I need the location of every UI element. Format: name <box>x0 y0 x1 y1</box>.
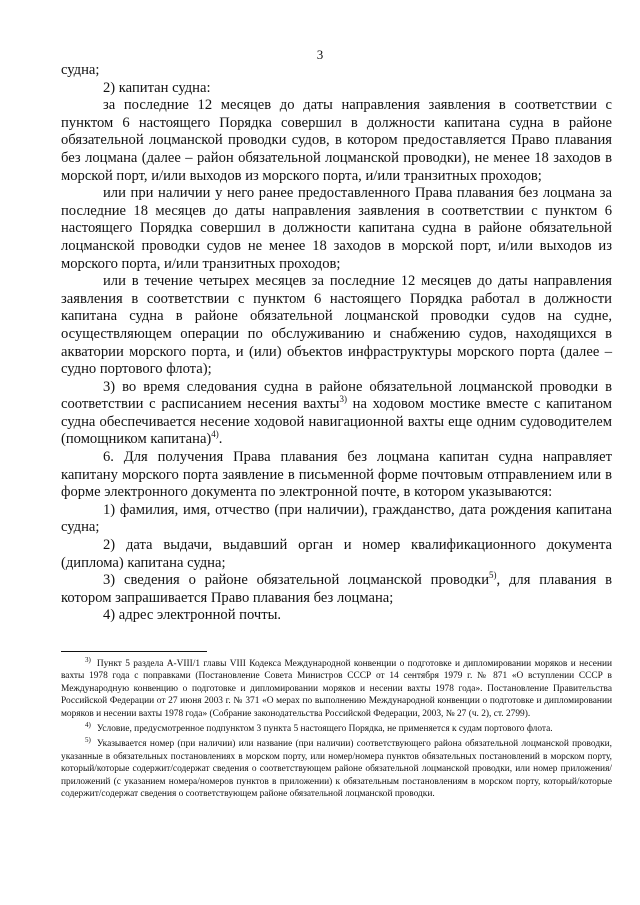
footnote-text: Указывается номер (при наличии) или название (при наличии) соответствующего района обязательной лоцманской проводки, указанные в обязательных постановлениях в морском порту, или номер/номера пунктов обязательных постановлений в морском порту, который/которые содержит/содержат сведения о соответствующем районе обязательной лоцманской проводки, или номер приложения/приложений (с указанием номера/номеров пунктов в приложении) к обязательным постановлениям в морском порту, который/которые содержит/содержат сведения о соответствующем районе обязательной лоцманской проводки. <box>61 739 612 800</box>
footnote-ref: 3) <box>339 394 347 405</box>
paragraph-with-footnotes <box>61 572 612 607</box>
footnotes <box>61 655 612 803</box>
paragraph: или в течение четырех месяцев за последние 12 месяцев до даты направления заявления в соответствии с пунктом 6 настоящего Порядка работал в должности капитана судна в районе обязательной лоцманской проводки судов на судне, осуществляющем операции по обслуживанию и снабжению судов, находящихся в акватории морского порта, и (или) объектов инфраструктуры морского порта (далее – судно портового флота); <box>61 273 612 378</box>
paragraph: 2) капитан судна: <box>103 79 211 96</box>
paragraph-with-footnotes <box>61 379 612 449</box>
footnote <box>61 655 612 720</box>
footnote-text: Условие, предусмотренное подпунктом 3 пункта 5 настоящего Порядка, не применяется к судам портового флота. <box>96 724 553 735</box>
paragraph-text: 3) во время следования судна в районе обязательной лоцманской проводки в соответствии с расписанием несения вахты <box>61 378 612 413</box>
paragraph-text: . <box>218 431 223 448</box>
footnote-separator <box>61 651 207 652</box>
paragraph: или при наличии у него ранее предоставленного Права плавания без лоцмана за последние 18 месяцев до даты направления заявления в соответствии с пунктом 6 настоящего Порядка совершил в должности капитана судна в районе обязательной лоцманской проводки судов не менее 18 заходов в морской порт, и/или выходов из морского порта, и/или транзитных проходов; <box>61 185 612 272</box>
paragraph: 2) дата выдачи, выдавший орган и номер квалификационного документа (диплома) капитана судна; <box>61 537 612 571</box>
paragraph-text: 3) сведения о районе обязательной лоцманской проводки <box>103 572 490 589</box>
footnote-marker: 3) <box>85 655 91 664</box>
paragraph: 4) адрес электронной почты. <box>103 607 282 624</box>
paragraph: 6. Для получения Права плавания без лоцмана капитан судна направляет капитану морского порта заявление в письменной форме почтовым отправлением или в форме электронного документа по электронной почте, в котором указываются: <box>61 449 612 501</box>
footnote <box>61 738 612 800</box>
footnote-text: Пункт 5 раздела A-VIII/1 главы VIII Кодекса Международной конвенции о подготовке и дипломировании моряков и несении вахты 1978 года с поправками (Постановление Совета Министров СССР от 14 сентября 1979 г. № 871 «О вступлении СССР в Международную конвенцию о подготовке и дипломировании моряков и несении вахты 1978 года». Постановление Правительства Российской Федерации от 27 июня 2003 г. № 371 «О мерах по выполнению Международной конвенции о подготовке и дипломировании моряков и несении вахты 1978 года» (Собрание законодательства Российской Федерации, 2003, № 27 (ч. 2), ст. 2799). <box>61 659 612 719</box>
page-number: 3 <box>316 47 324 62</box>
footnote-marker: 4) <box>85 720 91 729</box>
footnote-ref: 5) <box>489 570 497 581</box>
paragraph: судна; <box>61 62 100 78</box>
document-body <box>61 62 612 625</box>
paragraph: 1) фамилия, имя, отчество (при наличии), гражданство, дата рождения капитана судна; <box>61 501 612 536</box>
footnote-marker: 5) <box>85 736 91 745</box>
paragraph-text: на ходовом мостике вместе с капитаном судна обеспечивается несение ходовой навигационной вахты еще одним судоводителем (помощником капитана) <box>61 396 612 448</box>
footnote <box>61 720 612 735</box>
paragraph-text: , для плавания в котором запрашивается Право плавания без лоцмана; <box>61 572 612 606</box>
paragraph: за последние 12 месяцев до даты направления заявления в соответствии с пунктом 6 настоящего Порядка совершил в должности капитана судна в районе обязательной лоцманской проводки судов, в котором предоставляется Право плавания без лоцмана (далее – район обязательной лоцманской проводки), не менее 18 заходов в морской порт, и/или выходов из морского порта, и/или транзитных проходов; <box>61 97 612 184</box>
footnote-ref: 4) <box>211 429 219 440</box>
